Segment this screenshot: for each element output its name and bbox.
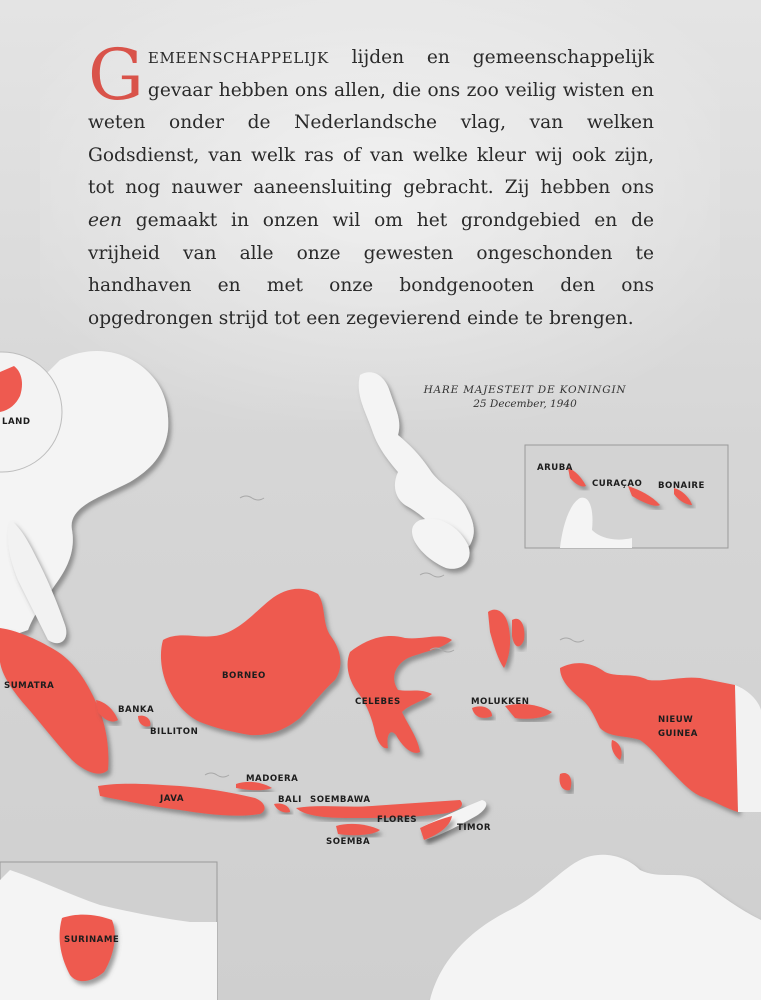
label-banka: BANKA <box>118 705 155 715</box>
borneo-island <box>161 589 340 735</box>
new-guinea-east <box>735 685 761 812</box>
billiton-island <box>138 716 150 727</box>
australia <box>430 855 761 1000</box>
attribution-author: HARE MAJESTEIT DE KONINGIN <box>423 384 627 396</box>
new-guinea-island <box>560 663 738 812</box>
buru-island <box>472 706 492 718</box>
label-soemba: SOEMBA <box>326 837 371 847</box>
label-soembawa: SOEMBAWA <box>310 795 371 805</box>
quote-smallcaps: EMEENSCHAPPELIJK <box>147 49 329 67</box>
quote-text-2: gemaakt in onzen wil om het grondgebied en de vrijheid van alle onze gewesten ongeschonden te handhaven en met onze bondgenooten den ons opgedrongen strijd tot een zegevierend einde te brengen. <box>88 209 654 329</box>
attribution <box>420 384 630 410</box>
quote-italic: een <box>88 209 122 231</box>
label-suriname: SURINAME <box>64 935 120 945</box>
label-celebes: CELEBES <box>355 697 401 707</box>
drop-cap: G <box>88 34 144 116</box>
sumatra-island <box>0 628 108 774</box>
label-sumatra: SUMATRA <box>4 681 55 691</box>
label-molukken: MOLUKKEN <box>471 697 530 707</box>
celebes-island <box>348 636 452 753</box>
label-aruba: ARUBA <box>537 463 573 473</box>
antilles-inset <box>525 445 728 548</box>
label-java: JAVA <box>160 794 184 804</box>
molukken-islands <box>488 610 510 668</box>
label-land: LAND <box>2 417 31 427</box>
label-billiton: BILLITON <box>150 727 199 737</box>
tanimbar-islands <box>559 773 571 790</box>
label-curacao: CURAÇAO <box>592 479 643 489</box>
label-nieuw: NIEUW <box>658 715 694 725</box>
queen-quote <box>88 34 654 335</box>
label-bonaire: BONAIRE <box>658 481 705 491</box>
soemba-island <box>336 824 380 835</box>
label-madoera: MADOERA <box>246 774 299 784</box>
quote-text-1: lijden en gemeenschappelijk gevaar hebben ons allen, die ons zoo veilig wisten en weten onder de Nederlandsche vlag, van welken Godsdienst, van welk ras of van welke kleur wij ook zijn, tot nog nauwer aaneensluiting gebracht. Zij hebben ons <box>88 47 654 199</box>
label-flores: FLORES <box>377 815 418 825</box>
label-guinea: GUINEA <box>658 729 698 739</box>
attribution-date: 25 December, 1940 <box>473 398 577 410</box>
label-timor: TIMOR <box>457 823 492 833</box>
label-bali: BALI <box>278 795 302 805</box>
label-borneo: BORNEO <box>222 671 266 681</box>
halmahera-island <box>512 619 524 647</box>
aru-islands <box>611 740 621 760</box>
